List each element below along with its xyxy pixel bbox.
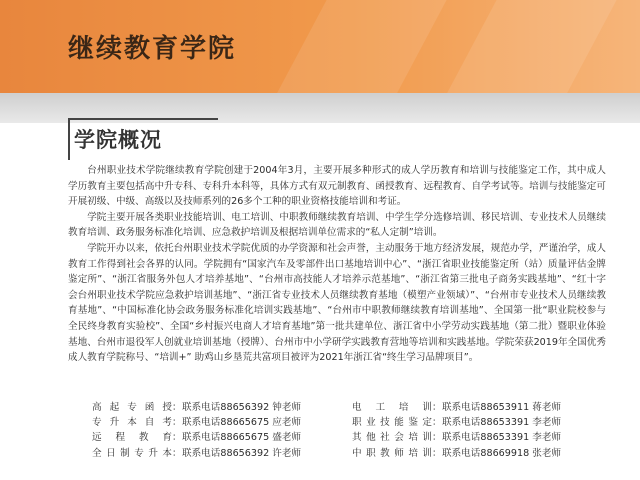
header-banner — [0, 0, 640, 93]
contact-label: 高起专函授 — [92, 402, 172, 413]
colon: ： — [432, 402, 442, 413]
colon: ： — [432, 417, 442, 429]
contact-label: 中职教师培训 — [352, 447, 432, 459]
contact-value: 联系电话88653391 李老师 — [442, 432, 562, 444]
contact-label: 职业技能鉴定 — [352, 417, 432, 429]
contact-value: 联系电话88653911 蒋老师 — [442, 402, 562, 413]
colon: ： — [172, 417, 182, 429]
section-heading — [68, 118, 608, 160]
contact-value: 联系电话88656392 钟老师 — [182, 402, 302, 413]
contact-value: 联系电话88653391 李老师 — [442, 417, 562, 429]
contact-label: 专升本自考 — [92, 417, 172, 429]
contact-value: 联系电话88665675 盛老师 — [182, 432, 302, 444]
contact-row — [92, 430, 612, 445]
contact-item — [92, 400, 352, 415]
contact-value: 联系电话88669918 张老师 — [442, 447, 562, 459]
contact-item — [352, 400, 612, 415]
header-stripe — [433, 0, 627, 93]
contact-item — [92, 415, 352, 430]
contact-row — [92, 446, 612, 461]
colon: ： — [432, 432, 442, 444]
colon: ： — [172, 447, 182, 459]
contact-label: 电工培训 — [352, 402, 432, 413]
contact-label: 全日制专升本 — [92, 447, 172, 459]
contact-item — [352, 415, 612, 430]
paragraph: 台州职业技术学院继续教育学院创建于2004年3月，主要开展多种形式的成人学历教育和培训与技能鉴定工作，其中成人学历教育主要包括高中升专科、专科升本科等，具体方式有双元制教育、函授教育、远程教育、自学考试等。培训与技能鉴定可开展初级、中级、高级以及技师系列的26多个工种的职业资格技能培训和考证。 — [68, 165, 606, 208]
contact-row — [92, 415, 612, 430]
header-stripe — [263, 0, 457, 93]
contact-label: 远程教育 — [92, 432, 172, 444]
contact-value: 联系电话88665675 应老师 — [182, 417, 302, 429]
colon: ： — [432, 447, 442, 459]
contact-item — [92, 430, 352, 445]
contact-label: 其他社会培训 — [352, 432, 432, 444]
contact-row — [92, 400, 612, 415]
heading-corner-line — [68, 118, 70, 160]
heading-corner-line — [68, 118, 218, 120]
colon: ： — [172, 432, 182, 444]
intro-text — [68, 163, 606, 366]
contact-list — [92, 400, 612, 461]
colon: ： — [172, 402, 182, 413]
page-title: 继续教育学院 — [68, 34, 237, 64]
contact-item — [352, 430, 612, 445]
contact-value: 联系电话88656392 许老师 — [182, 447, 302, 459]
contact-item — [352, 446, 612, 461]
paragraph: 学院开办以来，依托台州职业技术学院优质的办学资源和社会声誉，主动服务于地方经济发展，规范办学，严谨治学，成人教育工作得到社会各界的认同。学院拥有“国家汽车及零部件出口基地培训中心”、“浙江省职业技能鉴定所（站）质量评估金牌鉴定所”、“浙江省服务外包人才培养基地”、“台州市高技能人才培养示范基地”、“浙江省第三批电子商务实践基地”、“红十字会台州职业技术学院应急救护培训基地”、“浙江省专业技术人员继续教育基地（模塑产业领域）”、“台州市专业技术人员继续教育基地”、“中国标准化协会政务服务标准化培训实践基地”、“台州市中职教师继续教育培训基地”、全国第一批“职业院校参与全民终身教育实验校”、全国“乡村振兴电商人才培育基地”第一批共建单位、浙江省中小学劳动实践基地（第二批）暨职业体验基地、台州市退役军人创就业培训基地（授牌）、台州市中小学研学实践教育营地等培训和实践基地。学院荣获2019年全国优秀成人教育学院称号、“培训+” 助鸡山乡垦荒共富项目被评为2021年浙江省“终生学习品牌项目”。 — [68, 242, 606, 364]
section-title: 学院概况 — [74, 127, 162, 152]
contact-item — [92, 446, 352, 461]
paragraph: 学院主要开展各类职业技能培训、电工培训、中职教师继续教育培训、中学生学分选修培训、移民培训、专业技术人员继续教育培训、政务服务标准化培训、应急救护培训及根据培训单位需求的“私人定制”培训。 — [68, 211, 606, 239]
